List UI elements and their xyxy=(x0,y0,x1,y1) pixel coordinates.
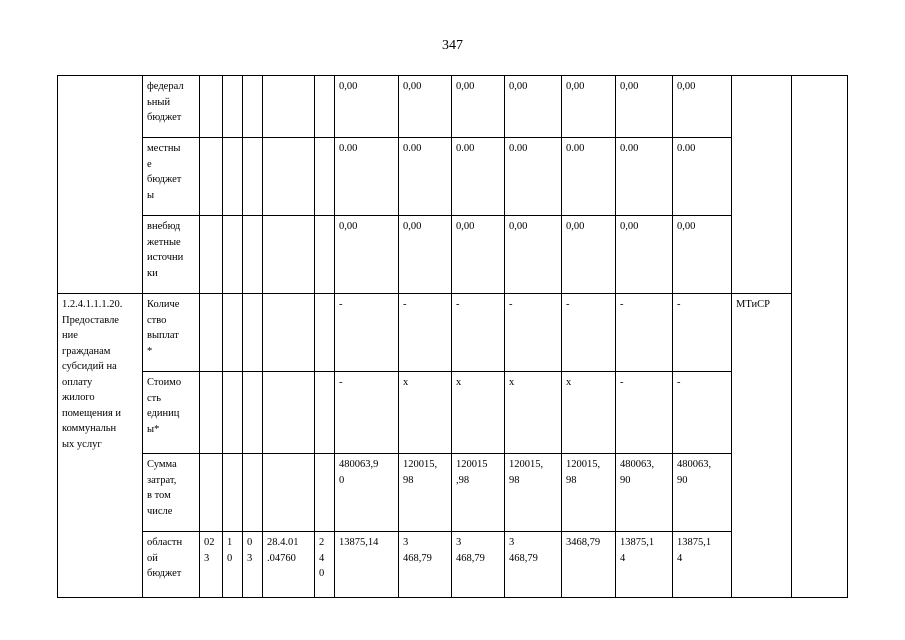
value-cell: 0.00 xyxy=(505,138,562,216)
value-cell: 120015, 98 xyxy=(399,454,452,532)
code-cell-pr: 0 3 xyxy=(243,532,263,598)
value-cell: 13875,1 4 xyxy=(673,532,732,598)
value-cell: - xyxy=(673,294,732,372)
value-cell: 0,00 xyxy=(616,76,673,138)
value-cell: 0,00 xyxy=(452,216,505,294)
code-cell-vr: 2 4 0 xyxy=(315,532,335,598)
value-cell: 0.00 xyxy=(399,138,452,216)
table-row xyxy=(58,216,848,294)
value-cell: 3 468,79 xyxy=(399,532,452,598)
value-cell: 0,00 xyxy=(673,76,732,138)
funding-source-cell: Сумма затрат, в том числе xyxy=(143,454,200,532)
value-cell: 0,00 xyxy=(335,76,399,138)
code-cell-rz xyxy=(223,76,243,138)
value-cell: 13875,14 xyxy=(335,532,399,598)
value-cell: - xyxy=(616,294,673,372)
value-cell: 480063, 90 xyxy=(616,454,673,532)
value-cell: x xyxy=(452,372,505,454)
value-cell: - xyxy=(616,372,673,454)
funding-source-cell: областн ой бюджет xyxy=(143,532,200,598)
code-cell-csr xyxy=(263,454,315,532)
code-cell-csr xyxy=(263,294,315,372)
value-cell: 0,00 xyxy=(399,76,452,138)
funding-source-cell: Количе ство выплат * xyxy=(143,294,200,372)
table-row xyxy=(58,138,848,216)
table-row xyxy=(58,532,848,598)
empty-result-cell xyxy=(792,76,848,598)
value-cell: 3 468,79 xyxy=(505,532,562,598)
value-cell: 0,00 xyxy=(562,76,616,138)
code-cell-pr xyxy=(243,76,263,138)
value-cell: 0,00 xyxy=(616,216,673,294)
code-cell-gp xyxy=(200,138,223,216)
value-cell: 120015 ,98 xyxy=(452,454,505,532)
value-cell: 0,00 xyxy=(562,216,616,294)
value-cell: 480063, 90 xyxy=(673,454,732,532)
table-row xyxy=(58,76,848,138)
code-cell-vr xyxy=(315,138,335,216)
code-cell-vr xyxy=(315,216,335,294)
code-cell-pr xyxy=(243,294,263,372)
code-cell-pr xyxy=(243,454,263,532)
code-cell-gp xyxy=(200,372,223,454)
code-cell-csr xyxy=(263,138,315,216)
value-cell: 0.00 xyxy=(673,138,732,216)
code-cell-gp xyxy=(200,76,223,138)
value-cell: - xyxy=(452,294,505,372)
page-number: 347 xyxy=(442,38,463,53)
code-cell-csr xyxy=(263,372,315,454)
code-cell-pr xyxy=(243,138,263,216)
value-cell: 0,00 xyxy=(505,76,562,138)
code-cell-csr xyxy=(263,216,315,294)
value-cell: 3468,79 xyxy=(562,532,616,598)
code-cell-rz xyxy=(223,216,243,294)
code-cell-rz xyxy=(223,454,243,532)
empty-executor-cell xyxy=(732,76,792,294)
value-cell: x xyxy=(505,372,562,454)
value-cell: x xyxy=(399,372,452,454)
empty-event-cell xyxy=(58,76,143,294)
value-cell: - xyxy=(673,372,732,454)
funding-source-cell: Стоимо сть единиц ы* xyxy=(143,372,200,454)
value-cell: - xyxy=(399,294,452,372)
value-cell: - xyxy=(505,294,562,372)
value-cell: 0.00 xyxy=(562,138,616,216)
table-row xyxy=(58,372,848,454)
code-cell-rz xyxy=(223,138,243,216)
funding-source-cell: местны е бюджет ы xyxy=(143,138,200,216)
value-cell: 120015, 98 xyxy=(505,454,562,532)
value-cell: 480063,9 0 xyxy=(335,454,399,532)
value-cell: 0.00 xyxy=(452,138,505,216)
value-cell: 0.00 xyxy=(616,138,673,216)
code-cell-rz xyxy=(223,372,243,454)
table-row xyxy=(58,294,848,372)
code-cell-pr xyxy=(243,372,263,454)
value-cell: 120015, 98 xyxy=(562,454,616,532)
value-cell: - xyxy=(335,294,399,372)
value-cell: 0,00 xyxy=(335,216,399,294)
code-cell-vr xyxy=(315,372,335,454)
code-cell-gp xyxy=(200,216,223,294)
value-cell: 13875,1 4 xyxy=(616,532,673,598)
code-cell-vr xyxy=(315,76,335,138)
table-row xyxy=(58,454,848,532)
value-cell: 0,00 xyxy=(673,216,732,294)
value-cell: - xyxy=(335,372,399,454)
value-cell: 0,00 xyxy=(505,216,562,294)
code-cell-vr xyxy=(315,294,335,372)
code-cell-gp xyxy=(200,454,223,532)
value-cell: 0,00 xyxy=(399,216,452,294)
event-label-cell: 1.2.4.1.1.1.20. Предоставле ние гражданам субсидий на оплату жилого помещения и коммунальн ых услуг xyxy=(58,294,143,598)
code-cell-vr xyxy=(315,454,335,532)
budget-table xyxy=(57,75,848,598)
code-cell-pr xyxy=(243,216,263,294)
funding-source-cell: внебюд жетные источни ки xyxy=(143,216,200,294)
code-cell-csr xyxy=(263,76,315,138)
code-cell-rz xyxy=(223,294,243,372)
executor-cell: МТиСР xyxy=(732,294,792,598)
value-cell: - xyxy=(562,294,616,372)
value-cell: 0,00 xyxy=(452,76,505,138)
code-cell-csr: 28.4.01 .04760 xyxy=(263,532,315,598)
funding-source-cell: федерал ьный бюджет xyxy=(143,76,200,138)
code-cell-gp: 02 3 xyxy=(200,532,223,598)
value-cell: x xyxy=(562,372,616,454)
code-cell-rz: 1 0 xyxy=(223,532,243,598)
value-cell: 0.00 xyxy=(335,138,399,216)
code-cell-gp xyxy=(200,294,223,372)
value-cell: 3 468,79 xyxy=(452,532,505,598)
